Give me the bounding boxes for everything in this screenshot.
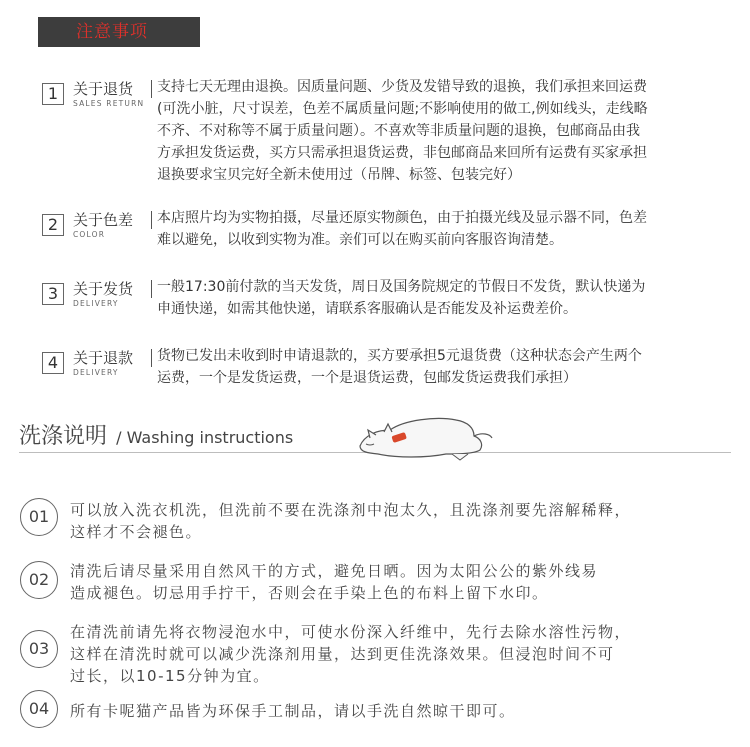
washing-text: 在清洗前请先将衣物浸泡水中，可使水份深入纤维中，先行去除水溶性污物， 这样在清洗时就可以减少洗涤剂用量，达到更佳洗涤效果。但浸泡时间不可 过长，以10-15分钟为宜。 [70,623,632,685]
washing-number: 02 [20,561,58,599]
notice-text: 一般17:30前付款的当天发货，周日及国务院规定的节假日不发货，默认快递为 申通快递，如需其他快递，请联系客服确认是否能发及补运费差价。 [157,279,646,317]
notice-label: 关于退款 [73,349,134,367]
notice-refund [0,347,750,397]
notice-number: 4 [42,352,64,374]
washing-title [19,419,293,450]
banner-title: 注意事项 [76,22,148,42]
washing-number: 04 [20,690,58,728]
divider [151,80,152,98]
washing-number: 03 [20,630,58,668]
notice-number: 2 [42,214,64,236]
notice-text: 货物已发出未收到时申请退款的，买方要承担5元退货费（这种状态会产生两个 运费，一个是发货运费，一个是退货运费，包邮发货运费我们承担） [157,348,642,386]
notice-delivery [0,278,750,328]
notice-label: 关于发货 [73,280,134,298]
notice-text: 本店照片均为实物拍摄，尽量还原实物颜色，由于拍摄光线及显示器不同，色差 难以避免，以收到实物为准。亲们可以在购买前向客服咨询清楚。 [157,210,647,248]
notice-color [0,209,750,259]
washing-text: 清洗后请尽量采用自然风干的方式，避免日晒。因为太阳公公的紫外线易 造成褪色。切忌用手拧干，否则会在手染上色的布料上留下水印。 [70,562,599,602]
washing-text: 可以放入洗衣机洗，但洗前不要在洗涤剂中泡太久，且洗涤剂要先溶解稀释， 这样才不会褪色。 [70,501,632,541]
notice-label: 关于色差 [73,211,134,229]
notice-label-en: DELIVERY [73,299,119,308]
notice-label-en: SALES RETURN [73,99,145,108]
notice-banner [38,17,200,47]
divider [151,211,152,229]
notice-number: 3 [42,283,64,305]
divider [151,280,152,298]
washing-title-en: / Washing instructions [116,428,294,447]
washing-number: 01 [20,498,58,536]
washing-text: 所有卡呢猫产品皆为环保手工制品，请以手洗自然晾干即可。 [70,702,516,720]
washing-title-cn: 洗涤说明 [19,424,108,449]
lying-cat-illustration [356,408,496,464]
notice-text: 支持七天无理由退换。因质量问题、少货及发错导致的退换，我们承担来回运费 (可洗小脏，尺寸误差，色差不属质量问题;不影响使用的做工,例如线头，走线略 不齐、不对称等不属于质量问题）。不喜欢等非质量问题的退换，包邮商品由我 方承担发货运费，买方只需承担退货运费，非包邮商品来回所有运费有买家承担 退换要求宝贝完好全新未使用过（吊牌、标签、包装完好） [157,79,648,183]
notice-label-en: COLOR [73,230,106,239]
notice-label-en: DELIVERY [73,368,119,377]
notice-label: 关于退货 [73,80,134,98]
divider [151,349,152,367]
notice-sales-return [0,78,750,188]
notice-number: 1 [42,83,64,105]
